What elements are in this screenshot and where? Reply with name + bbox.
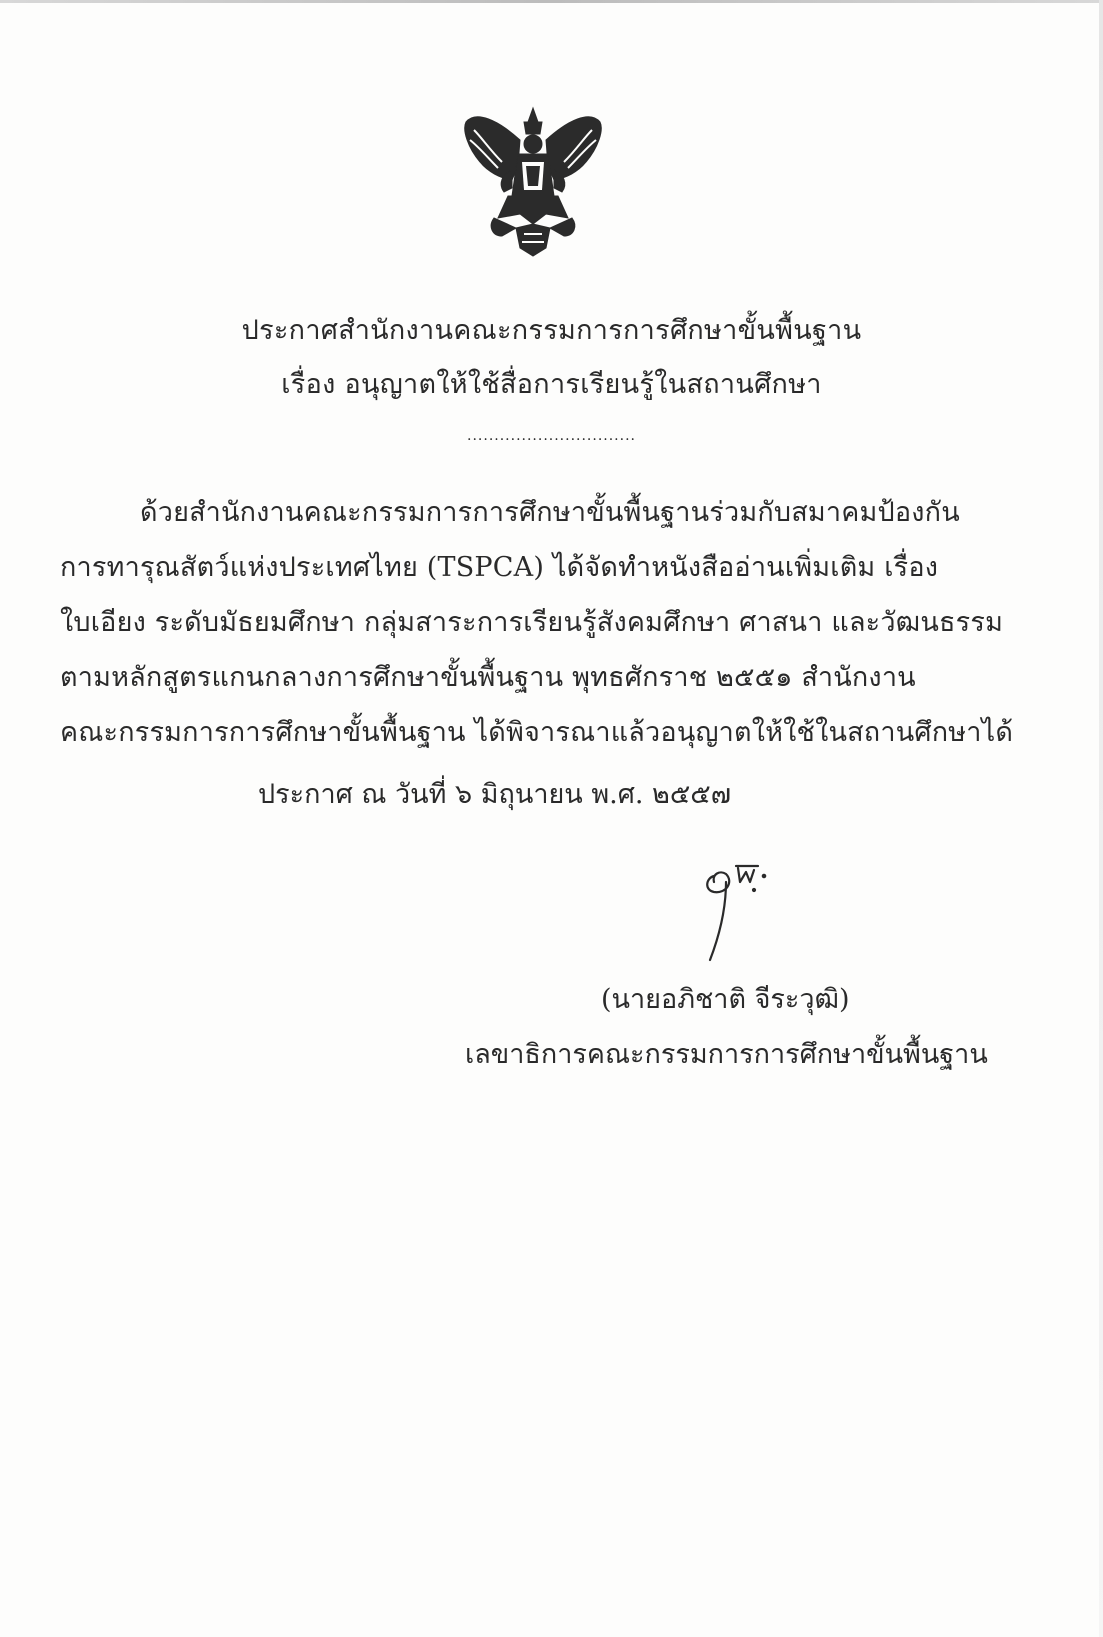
body-line: การทารุณสัตว์แห่งประเทศไทย (TSPCA) ได้จัดทำหนังสืออ่านเพิ่มเติม เรื่อง — [60, 552, 939, 583]
body-line: ใบเอียง ระดับมัธยมศึกษา กลุ่มสาระการเรียนรู้สังคมศึกษา ศาสนา และวัฒนธรรม — [60, 607, 1004, 638]
document-title: ประกาศสำนักงานคณะกรรมการการศึกษาขั้นพื้นฐาน — [241, 315, 862, 346]
body-line: ด้วยสำนักงานคณะกรรมการการศึกษาขั้นพื้นฐานร่วมกับสมาคมป้องกัน — [140, 497, 960, 528]
signer-name: (นายอภิชาติ จีระวุฒิ) — [601, 984, 850, 1015]
body-line: ตามหลักสูตรแกนกลางการศึกษาขั้นพื้นฐาน พุทธศักราช ๒๕๕๑ สำนักงาน — [60, 662, 916, 693]
document-subject: เรื่อง อนุญาตให้ใช้สื่อการเรียนรู้ในสถานศึกษา — [281, 369, 822, 400]
handwritten-signature-icon — [680, 848, 820, 968]
announcement-date: ประกาศ ณ วันที่ ๖ มิถุนายน พ.ศ. ๒๕๕๗ — [258, 779, 732, 810]
page-top-edge — [0, 0, 1103, 3]
garuda-emblem-icon — [458, 100, 608, 260]
page-right-edge — [1099, 0, 1103, 1637]
body-line: คณะกรรมการการศึกษาขั้นพื้นฐาน ได้พิจารณาแล้วอนุญาตให้ใช้ในสถานศึกษาได้ — [60, 717, 1014, 748]
signer-position: เลขาธิการคณะกรรมการการศึกษาขั้นพื้นฐาน — [465, 1039, 988, 1070]
dotted-separator: ............................... — [467, 428, 636, 444]
